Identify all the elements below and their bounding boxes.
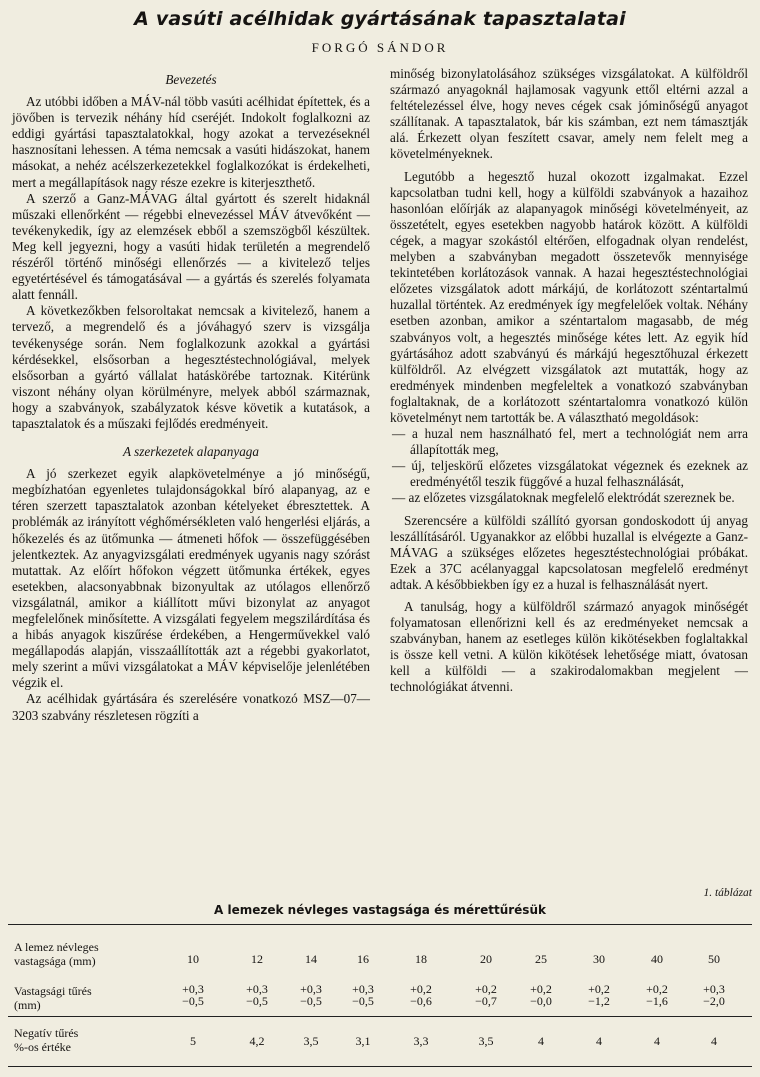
tolerance-plus-cell: +0,3 <box>182 982 204 996</box>
list-item: — a huzal nem használható fel, mert a technológiát nem arra állapították meg, <box>392 426 749 458</box>
negative-percent-cell: 3,3 <box>413 1034 429 1048</box>
tolerance-minus-cell: −1,6 <box>646 994 668 1008</box>
tolerance-minus-cell: −0,5 <box>352 994 374 1008</box>
left-column <box>12 70 370 724</box>
tolerance-plus-cell: +0,2 <box>410 982 432 996</box>
thickness-cell: 14 <box>305 952 317 966</box>
options-list <box>390 426 748 506</box>
list-item: — az előzetes vizsgálatoknak megfelelő elektródát szereznek be. <box>392 490 735 506</box>
thickness-cell: 50 <box>708 952 720 966</box>
paragraph: A szerző a Ganz-MÁVAG által gyártott és szerelt hidaknál műszaki ellenőrként — régebbi elnevezéssel MÁV átvevőként — tevékenykedik, így az elemzések ebből a szemszögből készültek. Meg kell jegyezni, hogy a vasúti hidak területén a megrendelő részéről történő minőségi ellenőrzés — a kivitelező teljes egyetértésével és támogatásával — a gyártás és szerelés folyamata alatt fennáll. <box>12 190 370 303</box>
tolerance-minus-cell: −1,2 <box>588 994 610 1008</box>
tolerance-minus-cell: −0,6 <box>410 994 432 1008</box>
negative-percent-cell: 4 <box>654 1034 660 1048</box>
thickness-cell: 18 <box>415 952 427 966</box>
paragraph: minőség bizonylatolásához szükséges vizsgálatokat. A külföldről származó anyagoknál hajlamosak vagyunk ettől eltérni azzal a feltételezéssel élve, hogy neves cégek csak jóminőségű anyagot szállítanak. A tapasztalatok, bár kis számban, ezt nem támasztják alá. Érkezett olyan feszített csavar, amely nem felelt meg a követelményeknek. <box>390 66 748 162</box>
tolerance-minus-cell: −0,5 <box>182 994 204 1008</box>
negative-percent-cell: 4 <box>538 1034 544 1048</box>
tolerance-plus-cell: +0,3 <box>352 982 374 996</box>
paragraph: A jó szerkezet egyik alapkövetelménye a jó minőségű, megbízhatóan egyenletes tulajdonságokkal bíró alapanyag, az e téren szerzett tapasztalatok azonban kételyeket ébresztettek. A problémák az irányított véghőmérsékleten való hengerlési eljárás, a hőkezelés és az ütőmunka — átmeneti hőfok — összefüggésében jelentkeztek. Az anyagvizsgálati eredmények ugyanis nagy szórást mutattak. Az előírt hőfokon végzett ütőmunka értékek, egyes esetekben, alacsonyabbnak bizonyultak az utólagos ellenőrző vizsgálatnál, amikor a kiállított művi bizonylat az anyagot megfelelőnek minősítette. A vizsgálati fegyelem megszilárdítása és a hibás anyagok kiszűrése érdekében, a Hengerművekkel való megállapodás alapján, visszaállították azt a régebbi gyakorlatot, mely szerint a művi vizsgálatokat a MÁV képviselője jelenlétében végzik el. <box>12 466 370 691</box>
article-title: A vasúti acélhidak gyártásának tapasztalatai <box>134 8 626 30</box>
tolerance-plus-cell: +0,3 <box>703 982 725 996</box>
thickness-cell: 40 <box>651 952 663 966</box>
row-label-negative-percent: Negatív tűrés %-os értéke <box>14 1026 79 1054</box>
table-number: 1. táblázat <box>703 887 752 899</box>
negative-percent-cell: 4 <box>596 1034 602 1048</box>
paragraph: Az utóbbi időben a MÁV-nál több vasúti acélhidat építettek, és a jövőben is tervezik néhány híd cseréjét. Indokolt foglalkozni az eddigi gyártási tapasztalatokkal, hogy azokat a tervezéseknél hasznosítani lehessen. A téma nemcsak a vasúti hidászokat, hanem másokat, a nehéz acélszerkezetekkel foglalkozókat is érdekelheti, mert a megállapítások nagy része ezekre is kiterjeszthető. <box>12 94 370 190</box>
tolerance-plus-cell: +0,3 <box>300 982 322 996</box>
negative-percent-cell: 3,5 <box>478 1034 494 1048</box>
thickness-cell: 12 <box>251 952 263 966</box>
tolerance-minus-cell: −0,7 <box>475 994 497 1008</box>
row-label-thickness: A lemez névleges vastagsága (mm) <box>14 940 99 968</box>
tolerance-plus-cell: +0,2 <box>475 982 497 996</box>
tolerance-plus-cell: +0,2 <box>530 982 552 996</box>
section-heading-materials: A szerkezetek alapanyaga <box>123 444 259 460</box>
author-name: FORGÓ SÁNDOR <box>311 40 449 55</box>
thickness-cell: 25 <box>535 952 547 966</box>
row-label-tolerance: Vastagsági tűrés (mm) <box>14 984 92 1012</box>
table-rule-top <box>8 924 752 925</box>
tolerance-minus-cell: −0,5 <box>246 994 268 1008</box>
paragraph: A következőkben felsoroltakat nemcsak a kivitelező, hanem a tervező, a megrendelő és a jóváhagyó szerv is vizsgálja tevékenysége során. Nem foglalkozunk azokkal a gyártási kérdésekkel, elsősorban a hegesztéstechnológiával, melyek elsősorban a gyártó vállalat hatáskörébe tartoznak. Kitérünk viszont néhány olyan körülményre, melyek abból származnak, hogy a szabványok, szabályzatok késve követik a kutatások, a tapasztalatok és a műszaki fejlődés eredményeit. <box>12 303 370 431</box>
tolerance-plus-cell: +0,2 <box>588 982 610 996</box>
tolerance-minus-cell: −0,5 <box>300 994 322 1008</box>
tolerance-plus-cell: +0,3 <box>246 982 268 996</box>
thickness-cell: 30 <box>593 952 605 966</box>
paragraph: Az acélhidak gyártására és szerelésére vonatkozó MSZ—07—3203 szabvány részletesen rögzíti a <box>12 691 370 723</box>
paragraph: Legutóbb a hegesztő huzal okozott izgalmakat. Ezzel kapcsolatban tudni kell, hogy a külföldi szabványok a hazaihoz hasonlóan előírják az alapanyagok minőségi követelményeit, az összetételt, egyes esetekben nagyobb határok között. A külföldi cégek, a magyar szokástól eltérően, elfogadnak olyan rendelést, melyben a szabványban megadott összetevők mennyisége tekintetében korlátozások vannak. A hazai hegesztéstechnológiai előzetes vizsgálatok adott márkájú, de korlátozott széntartalmú huzallal történtek. Az eredmények így megfelelőek voltak. Néhány esetben azonban, amikor a széntartalom magasabb, de még szabványos volt, a hegesztés minősége kétes lett. Az egyik híd gyártásához adott szabványú és márkájú hegesztőhuzal érkezett külföldről. Az elvégzett vizsgálatok azt mutatták, hogy az eredmények mindenben megfeleltek a vonatkozó szabványban foglaltaknak, de a korlátozott széntartalomra vonatkozó külön követelményt nem tartották be. A választható megoldások: <box>390 168 748 425</box>
negative-percent-cell: 3,5 <box>303 1034 319 1048</box>
paragraph: Szerencsére a külföldi szállító gyorsan gondoskodott új anyag leszállításáról. Ugyanakkor az előbbi huzallal is elvégezte a Ganz-MÁVAG a szükséges előzetes hegesztéstechnológiai próbákat. Ezek a 37C acélanyaggal kapcsolatosan megfelelő eredményt adtak. A későbbiekben így ez a huzal is felhasználását nyert. <box>390 512 748 592</box>
thickness-cell: 16 <box>357 952 369 966</box>
section-heading-introduction: Bevezetés <box>165 72 217 87</box>
table-caption: A lemezek névleges vastagsága és mérettűrésük <box>214 903 546 917</box>
negative-percent-cell: 4 <box>711 1034 717 1048</box>
right-column <box>390 66 748 696</box>
tolerance-plus-cell: +0,2 <box>646 982 668 996</box>
table-rule-middle <box>8 1016 752 1017</box>
tolerance-minus-cell: −2,0 <box>703 994 725 1008</box>
paragraph: A tanulság, hogy a külföldről származó anyagok minőségét folyamatosan ellenőrizni kell és az eredményeket nemcsak a szabványban, hanem az esetleges külön kikötésekben foglaltakkal is össze kell vetni. A külön kikötések lehetősége miatt, óvatosan kell a külföldi — a szakirodalomakban megjelent — technológiákat átvenni. <box>390 599 748 695</box>
negative-percent-cell: 4,2 <box>249 1034 265 1048</box>
thickness-cell: 10 <box>187 952 199 966</box>
tolerance-minus-cell: −0,0 <box>530 994 552 1008</box>
thickness-cell: 20 <box>480 952 492 966</box>
table-rule-bottom <box>8 1066 752 1067</box>
list-item: — új, teljeskörű előzetes vizsgálatokat végeznek és ezeknek az eredményétől teszik függővé a huzal felhasználását, <box>392 458 749 490</box>
negative-percent-cell: 5 <box>190 1034 196 1048</box>
negative-percent-cell: 3,1 <box>355 1034 371 1048</box>
